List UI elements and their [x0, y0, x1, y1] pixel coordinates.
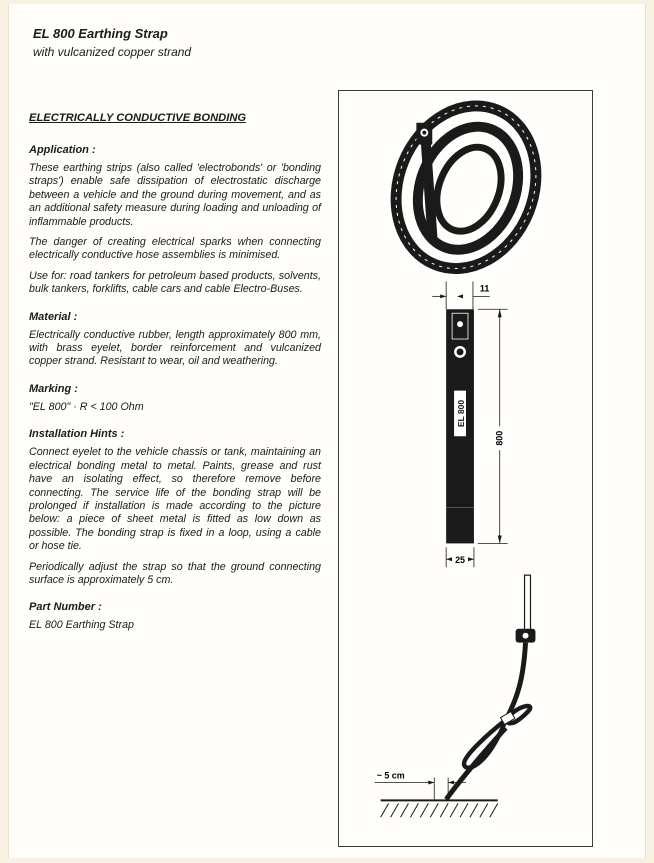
- technical-drawing: [339, 91, 592, 846]
- coiled-strap-drawing: [372, 91, 560, 290]
- part-number-heading: Part Number :: [29, 601, 102, 614]
- material-heading: Material :: [29, 310, 78, 323]
- marking-heading: Marking :: [29, 382, 78, 395]
- document-header: [33, 26, 191, 59]
- material-paragraph: Electrically conductive rubber, length approximately 800 mm, with brass eyelet, border reinforcement and vulcanized copper strand. Resistant to wear, oil and weathering.: [29, 328, 321, 368]
- application-heading: Application :: [29, 144, 96, 156]
- installation-heading: Installation Hints :: [29, 428, 125, 441]
- part-number-section: [29, 601, 321, 632]
- dim-length-label: 800: [494, 430, 505, 446]
- technical-drawing-frame: [338, 90, 593, 847]
- material-section: [29, 311, 321, 369]
- text-column: [29, 112, 321, 647]
- straight-strap-drawing: [432, 281, 507, 567]
- installation-section: [29, 428, 321, 587]
- strap-marking-label: EL 800: [456, 399, 467, 427]
- marking-value: "EL 800" · R < 100 Ohm: [29, 400, 144, 413]
- installation-drawing: [375, 575, 536, 817]
- installation-paragraph-1: Connect eyelet to the vehicle chassis or tank, maintaining an electrical bonding metal to metal. Paints, grease and rust have an isolating effect, so therefore remove before connecting. The service life of the bonding strap will be prolonged if installation is made according to the picture below: a piece of sheet metal is fitted as low down as possible. The bonding strap is fixed in a loop, using a cable or hose tie.: [29, 446, 321, 553]
- marking-section: [29, 383, 321, 414]
- installation-paragraph-2: Periodically adjust the strap so that the ground connecting surface is approximately 5 cm.: [29, 560, 321, 586]
- part-number-value: EL 800 Earthing Strap: [29, 619, 134, 632]
- product-subtitle: with vulcanized copper strand: [33, 45, 192, 59]
- datasheet-page: [8, 4, 646, 858]
- product-title: EL 800 Earthing Strap: [33, 26, 168, 41]
- application-paragraph-1: These earthing strips (also called 'electrobonds' or 'bonding straps') enable safe dissipation of electrostatic discharge between a vehicle and the ground during movement, and as an additional safety measure during loading and unloading of inflammable products.: [29, 162, 321, 228]
- section-title: ELECTRICALLY CONDUCTIVE BONDING: [29, 112, 247, 124]
- application-paragraph-2: The danger of creating electrical sparks when connecting electrically conductive hose assemblies is minimised.: [29, 236, 321, 262]
- application-section: [29, 144, 321, 297]
- application-paragraph-3: Use for: road tankers for petroleum based products, solvents, bulk tankers, forklifts, cable cars and cable Electro-Buses.: [29, 269, 321, 296]
- dim-width-top-label: 11: [479, 283, 490, 294]
- dim-ground-gap-label: ~ 5 cm: [376, 770, 405, 781]
- dim-width-bottom-label: 25: [455, 555, 466, 566]
